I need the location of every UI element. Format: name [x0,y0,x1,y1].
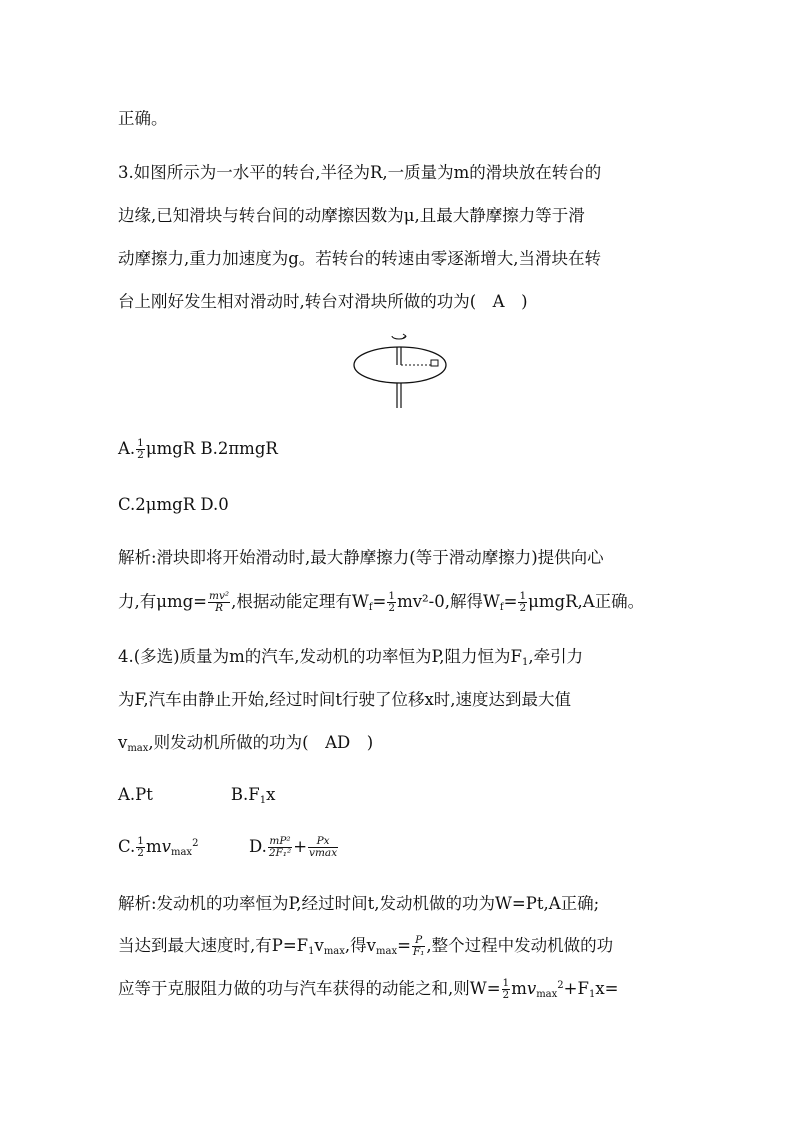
turntable-figure [350,330,450,410]
slider-block [431,360,438,366]
q4-options-ab: A.Pt $B.F_1x$ [118,785,276,806]
q3-analysis-line-2: 力,有μmg= $\frac{\text{mv²}}{R}$ ,根据动能定理有$W_f=$ $\frac{1}{2}$ mv²-0,解得$W_f=$ $\frac{1}{2}$ μmgR,A正确。 [118,590,645,614]
q3-options-ab: A. $\frac{1}{2}$ μmgR B.2πmgR [118,437,278,461]
prev-answer-tail: 正确。 [118,109,168,128]
q3-stem-line-3: 动摩擦力,重力加速度为g。若转台的转速由零逐渐增大,当滑块在转 [118,249,602,268]
q3-stem-line-2: 边缘,已知滑块与转台间的动摩擦因数为μ,且最大静摩擦力等于滑 [118,206,585,225]
q4-analysis-line-3: 应等于克服阻力做的功与汽车获得的动能之和,则W= $\frac{1}{2}$ $mv_{max}^2+F_1x=$ [118,977,619,1001]
q4-stem-line-3: $v_{max}$,则发动机所做的功为( AD ) [118,733,374,754]
q3-options-cd: C.2μmgR D.0 [118,495,229,514]
q4-stem-line-1: 4.(多选)质量为m的汽车,发动机的功率恒为P,阻力恒为$F_1$,牵引力 [118,647,584,668]
q4-stem-line-2: 为F,汽车由静止开始,经过时间t行驶了位移x时,速度达到最大值 [118,690,572,709]
q3-analysis-line-1: 解析:滑块即将开始滑动时,最大静摩擦力(等于滑动摩擦力)提供向心 [118,548,604,567]
q4-analysis-line-2: 当达到最大速度时,有$P=F_1v_{max}$,得$v_{max}=$ $\frac{P}{\text{F₁}}$ ,整个过程中发动机做的功 [118,934,614,958]
q4-options-cd: C. $\frac{1}{2}$ $mv_{max}^2$ D. $\frac{\text{mP²}}{\text{2F₁²}}$ + $\frac{Px}{vmax}$ [118,835,338,859]
q3-stem-line-4: 台上刚好发生相对滑动时,转台对滑块所做的功为( A ) [118,292,528,311]
q3-stem-line-1: 3.如图所示为一水平的转台,半径为R,一质量为m的滑块放在转台的 [118,163,602,182]
fraction-half: $\frac{1}{2}$ [137,437,144,461]
q4-analysis-line-1: 解析:发动机的功率恒为P,经过时间t,发动机做的功为W=Pt,A正确; [118,894,600,913]
